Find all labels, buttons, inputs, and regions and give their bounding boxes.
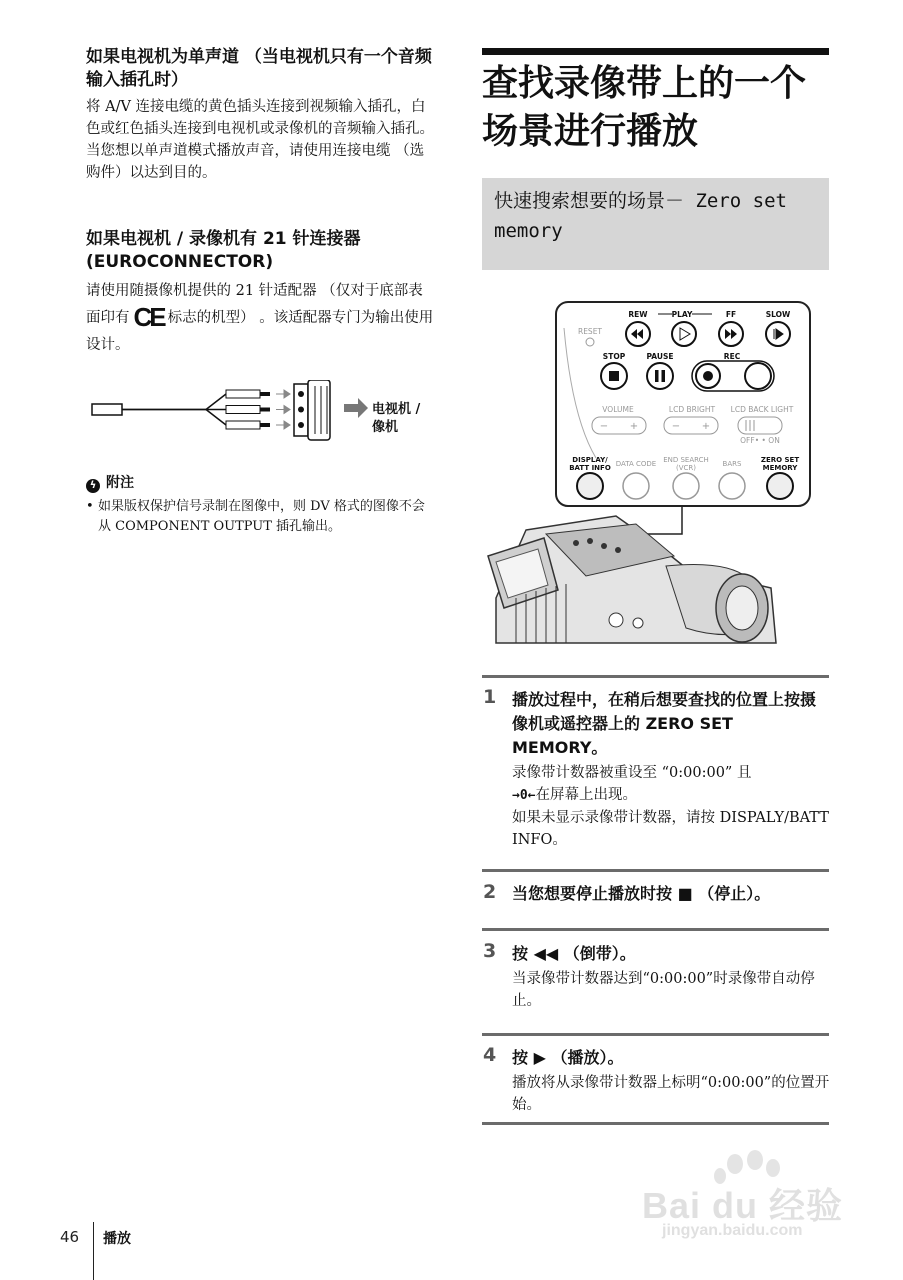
bullet-icon: • xyxy=(86,499,94,514)
bars-button[interactable] xyxy=(719,473,745,499)
svg-text:−: − xyxy=(599,421,609,432)
camcorder-body-icon xyxy=(488,516,776,643)
watermark-brand: Bai du 经验 xyxy=(642,1185,844,1226)
mono-heading: 如果电视机为单声道 （当电视机只有一个音频输入插孔时） xyxy=(86,47,432,90)
zero-set-memory-button[interactable] xyxy=(767,473,793,499)
display-label: DISPLAY/ xyxy=(572,456,608,464)
data-code-button[interactable] xyxy=(623,473,649,499)
rew-label: REW xyxy=(628,310,648,319)
cable-plug-icon xyxy=(92,394,226,425)
step-1-title: 播放过程中，在稍后想要查找的位置上按摄像机或遥控器上的 ZERO SET MEMORY。 xyxy=(512,690,817,757)
note-item: • 如果版权保护信号录制在图像中，则 DV 格式的图像不会从 COMPONENT OUTPUT 插孔输出。 xyxy=(86,499,425,534)
data-code-label: DATA CODE xyxy=(615,460,657,468)
volume-rocker[interactable] xyxy=(592,417,646,434)
diagram-label: 电视机 /像机 xyxy=(372,402,421,435)
step-4-number: 4 xyxy=(483,1044,497,1066)
pause-icon xyxy=(655,370,659,382)
memory-label: MEMORY xyxy=(762,464,798,472)
lcd-bright-rocker[interactable] xyxy=(664,417,718,434)
ff-button[interactable] xyxy=(719,322,743,346)
step-2-rule xyxy=(482,869,829,872)
21pin-para: 请使用随摄像机提供的 21 针适配器 （仅对于底部表面印有 CE 标志的机型） 。该适配器专门为输出使用设计。 xyxy=(86,283,434,353)
bars-label: BARS xyxy=(722,460,742,468)
display-batt-info-button[interactable] xyxy=(577,473,603,499)
steps-end-rule xyxy=(482,1122,829,1125)
mono-para-1: 将 A/V 连接电缆的黄色插头连接到视频输入插孔，白色或红色插头连接到电视机或录像机的音频输入插孔。 xyxy=(86,99,434,137)
step-3-title: 按 ◀◀ （倒带）。 xyxy=(512,944,636,963)
zero-set-label: ZERO SET xyxy=(760,456,800,464)
play-button[interactable] xyxy=(672,322,696,346)
title-rule xyxy=(482,48,829,55)
vcr-label: (VCR) xyxy=(675,464,697,472)
batt-info-label: BATT INFO xyxy=(569,464,611,472)
baidu-watermark xyxy=(640,1150,880,1250)
footer-divider xyxy=(93,1222,94,1280)
end-search-button[interactable] xyxy=(673,473,699,499)
svg-text:+: + xyxy=(701,421,711,432)
section-mono-tv xyxy=(86,46,436,184)
note-header: ϟ 附注 xyxy=(86,472,436,493)
record-icon xyxy=(703,371,713,381)
slow-button[interactable] xyxy=(766,322,790,346)
lcd-back-light-switch[interactable] xyxy=(738,417,782,434)
rew-button[interactable] xyxy=(626,322,650,346)
step-1-desc: 录像带计数器被重设至 “0:00:00” 且 →0←在屏幕上出现。 如果未显示录像带计数器，请按 DISPALY/BATT INFO。 xyxy=(512,765,829,848)
slow-label: SLOW xyxy=(765,310,791,319)
stop-label: STOP xyxy=(602,352,626,361)
svg-text:−: − xyxy=(671,421,681,432)
page-number: 46 xyxy=(60,1228,80,1246)
section-21pin xyxy=(86,228,436,359)
pause-button[interactable] xyxy=(647,363,673,389)
step-1-number: 1 xyxy=(483,686,497,708)
end-search-label: END SEARCH xyxy=(663,456,709,464)
21pin-heading: 如果电视机 / 录像机有 21 针连接器 (EUROCONNECTOR) xyxy=(86,229,361,272)
reset-label: RESET xyxy=(577,327,603,336)
step-4-rule xyxy=(482,1033,829,1036)
step-2-title: 当您想要停止播放时按 ■ （停止）。 xyxy=(512,884,771,903)
play-label: PLAY xyxy=(671,310,693,319)
subtitle-text: 快速搜索想要的场景－ Zero set memory xyxy=(494,190,787,242)
page-title: 查找录像带上的一个场景进行播放 xyxy=(482,63,807,152)
rec-label: REC xyxy=(723,352,741,361)
step-2-number: 2 xyxy=(483,881,497,903)
subtitle-box xyxy=(482,178,829,270)
stop-icon xyxy=(609,371,619,381)
rca-plugs-icon xyxy=(226,390,290,429)
step-3-number: 3 xyxy=(483,940,497,962)
zero-set-indicator-icon: →0← xyxy=(512,788,536,803)
step-1-rule xyxy=(482,675,829,678)
camcorder-illustration xyxy=(486,298,816,650)
mono-para-2: 当您想以单声道模式播放声音，请使用连接电缆 （选购件）以达到目的。 xyxy=(86,143,425,181)
step-3-desc: 当录像带计数器达到“0:00:00”时录像带自动停止。 xyxy=(512,971,815,1009)
connection-diagram xyxy=(86,380,436,452)
volume-label: VOLUME xyxy=(602,405,634,414)
step-4-desc: 播放将从录像带计数器上标明“0:00:00”的位置开始。 xyxy=(512,1075,830,1113)
lcd-back-light-label: LCD BACK LIGHT xyxy=(730,405,794,414)
step-4-title: 按 ▶ （播放）。 xyxy=(512,1048,624,1067)
lcd-bright-label: LCD BRIGHT xyxy=(668,405,716,414)
svg-text:+: + xyxy=(629,421,639,432)
step-3-rule xyxy=(482,928,829,931)
note-block xyxy=(86,472,436,537)
ff-label: FF xyxy=(725,310,737,319)
watermark-url: jingyan.baidu.com xyxy=(662,1222,803,1239)
rec-button[interactable] xyxy=(696,364,720,388)
arrow-right-icon xyxy=(344,398,368,418)
stop-button[interactable] xyxy=(601,363,627,389)
off-on-label: OFF• • ON xyxy=(740,436,780,445)
note-bolt-icon: ϟ xyxy=(86,479,100,493)
footer-section-label: 播放 xyxy=(103,1231,131,1247)
rec-lock-button[interactable] xyxy=(745,363,771,389)
ce-mark-icon: CE xyxy=(133,302,164,332)
pause-label: PAUSE xyxy=(646,352,674,361)
scart-adapter-icon xyxy=(294,380,330,440)
reset-button[interactable] xyxy=(586,338,594,346)
